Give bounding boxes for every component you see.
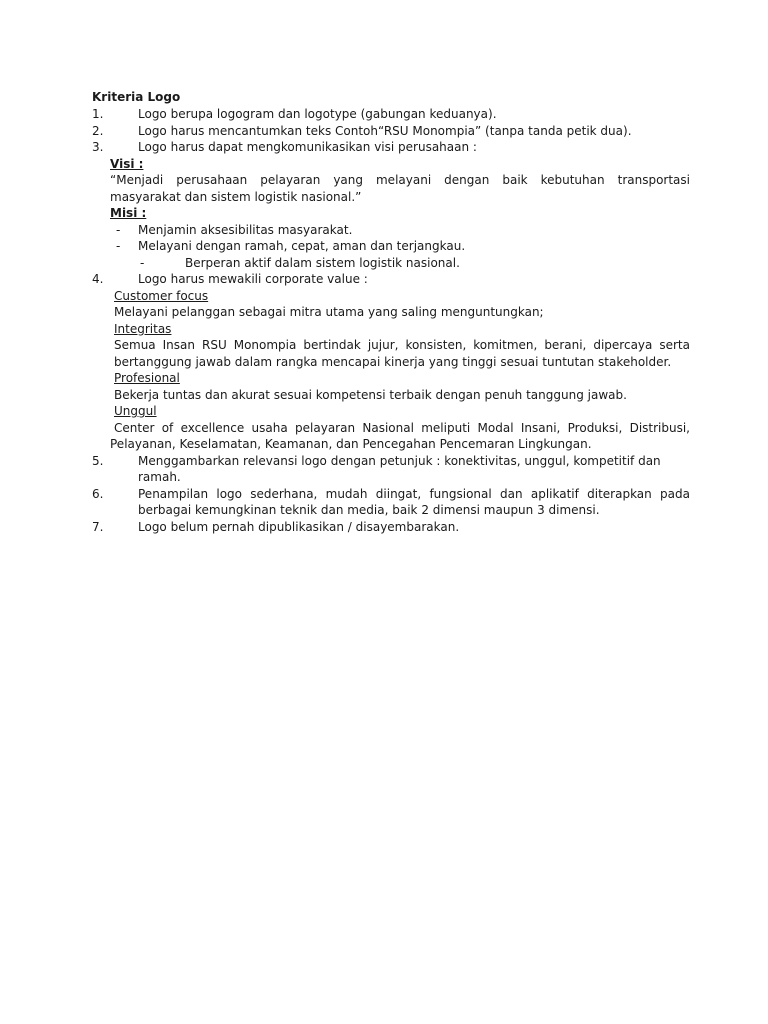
item-text: Logo harus dapat mengkomunikasikan visi perusahaan :	[138, 140, 477, 154]
item-number: 6.	[92, 486, 104, 501]
list-item	[92, 519, 690, 536]
item-text: Penampilan logo sederhana, mudah diingat, fungsional dan aplikatif diterapkan pada berbagai kemungkinan teknik dan media, baik 2 dimensi maupun 3 dimensi.	[138, 486, 690, 517]
item-text: Logo berupa logogram dan logotype (gabungan keduanya).	[138, 107, 497, 121]
item-number: 3.	[92, 140, 104, 154]
list-item	[92, 271, 690, 288]
value-name: Profesional	[114, 371, 180, 385]
value-name: Customer focus	[114, 288, 209, 303]
value-name: Integritas	[114, 321, 172, 336]
item-text: Menggambarkan relevansi logo dengan petunjuk : konektivitas, unggul, kompetitif dan ramah.	[138, 453, 661, 484]
item-number: 1.	[92, 107, 104, 121]
misi-heading: Misi :	[110, 206, 147, 220]
value-text: Center of excellence usaha pelayaran Nasional meliputi Modal Insani, Produksi, Distribusi,	[114, 420, 690, 435]
misi-bullet-text: Melayani dengan ramah, cepat, aman dan terjangkau.	[138, 239, 466, 253]
misi-bullet	[92, 238, 690, 255]
value-text: Bekerja tuntas dan akurat sesuai kompetensi terbaik dengan penuh tanggung jawab.	[114, 387, 627, 402]
item-number: 7.	[92, 519, 104, 534]
list-item	[92, 453, 690, 486]
item-text: Logo harus mencantumkan teks Contoh“RSU Monompia” (tanpa tanda petik dua).	[138, 123, 632, 138]
misi-section	[92, 205, 690, 222]
item-number: 5.	[92, 453, 104, 468]
item-text: Logo harus mewakili corporate value :	[138, 272, 368, 286]
document-title: Kriteria Logo	[92, 90, 181, 104]
list-item	[92, 486, 690, 519]
visi-section	[92, 156, 690, 206]
bullet-dash: -	[140, 255, 145, 270]
value-text: Semua Insan RSU Monompia bertindak jujur, konsisten, komitmen, berani, dipercaya serta bertanggung jawab dalam rangka mencapai kinerja yang tinggi sesuai tuntutan stakeholder.	[114, 338, 690, 369]
misi-sub-bullet	[92, 255, 690, 272]
bullet-dash: -	[116, 239, 121, 253]
bullet-dash: -	[116, 222, 121, 237]
value-text-continued: Pelayanan, Keselamatan, Keamanan, dan Pencegahan Pencemaran Lingkungan.	[110, 437, 592, 451]
list-item	[92, 106, 690, 123]
value-name: Unggul	[114, 404, 157, 418]
misi-bullet	[92, 222, 690, 239]
item-number: 2.	[92, 123, 104, 138]
document-body	[92, 89, 690, 535]
misi-bullet-text: Menjamin aksesibilitas masyarakat.	[138, 222, 353, 237]
item-number: 4.	[92, 272, 104, 286]
visi-text: “Menjadi perusahaan pelayaran yang melayani dengan baik kebutuhan transportasi masyarakat dan sistem logistik nasional.”	[110, 173, 690, 204]
item-text: Logo belum pernah dipublikasikan / disayembarakan.	[138, 519, 460, 534]
value-text: Melayani pelanggan sebagai mitra utama yang saling menguntungkan;	[114, 305, 544, 319]
misi-sub-bullet-text: Berperan aktif dalam sistem logistik nasional.	[185, 255, 460, 270]
list-item	[92, 123, 690, 140]
list-item	[92, 139, 690, 156]
corporate-values	[92, 288, 690, 437]
visi-heading: Visi :	[110, 156, 144, 171]
